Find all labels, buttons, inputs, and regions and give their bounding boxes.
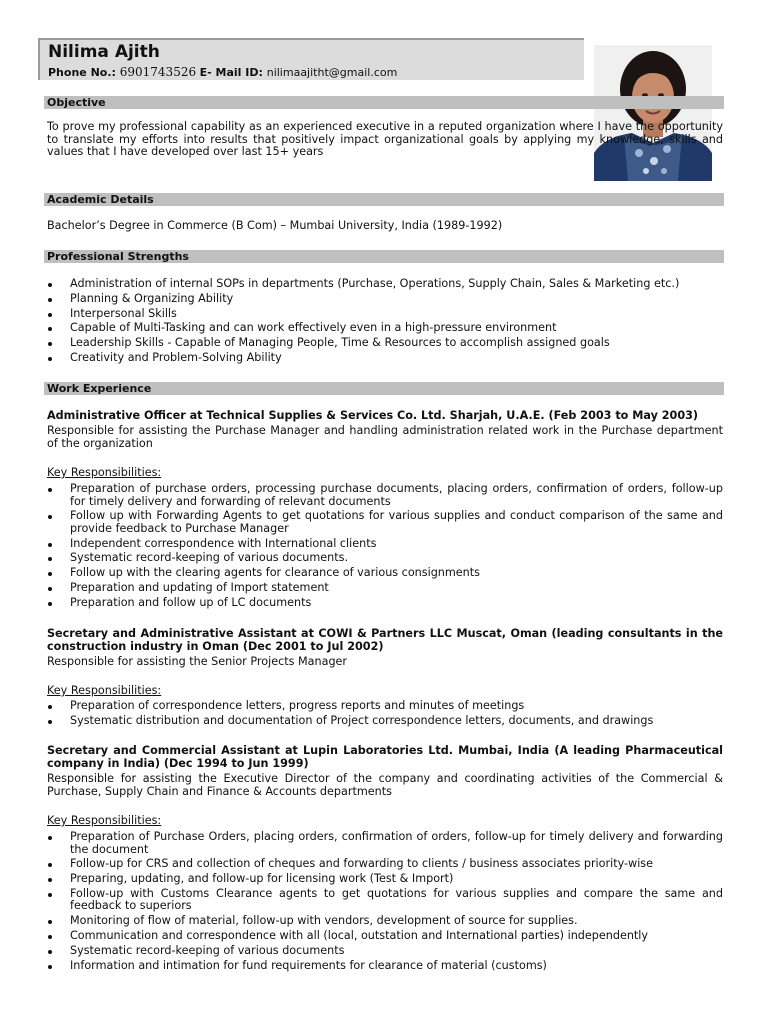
profile-photo: [594, 45, 712, 181]
list-item: Preparing, updating, and follow-up for licensing work (Test & Import): [47, 873, 723, 886]
job-summary: Responsible for assisting the Executive Director of the company and coordinating activities of the Commercial & Purchase, Supply Chain and Finance & Accounts departments: [47, 772, 723, 798]
objective-heading: Objective: [44, 96, 724, 109]
list-item: Communication and correspondence with all (local, outstation and International parties) independently: [47, 930, 723, 943]
job-responsibilities: [47, 700, 723, 730]
list-item: Follow up with Forwarding Agents to get quotations for various supplies and conduct comparison of the same and provide feedback to Purchase Manager: [47, 510, 723, 535]
list-item: Systematic distribution and documentation of Project correspondence letters, documents, and drawings: [47, 715, 723, 728]
academic-heading: Academic Details: [44, 193, 724, 206]
academic-text: Bachelor’s Degree in Commerce (B Com) – Mumbai University, India (1989-1992): [47, 219, 503, 232]
key-responsibilities-label: Key Responsibilities:: [47, 814, 162, 827]
email-label: E- Mail ID: [199, 66, 259, 79]
list-item: Systematic record-keeping of various documents: [47, 945, 723, 958]
list-item: Follow-up for CRS and collection of cheques and forwarding to clients / business associates priority-wise: [47, 858, 723, 871]
job-title: Secretary and Administrative Assistant at COWI & Partners LLC Muscat, Oman (leading consultants in the construction industry in Oman (Dec 2001 to Jul 2002): [47, 627, 723, 653]
phone-value: 6901743526: [119, 65, 197, 79]
contact-line: Phone No.: 6901743526 E- Mail ID: nilimaajitht@gmail.com: [48, 65, 398, 79]
list-item: Creativity and Problem-Solving Ability: [47, 352, 723, 365]
job-summary: Responsible for assisting the Senior Projects Manager: [47, 655, 348, 668]
job-responsibilities: [47, 831, 723, 974]
list-item: Preparation and follow up of LC documents: [47, 597, 723, 610]
list-item: Preparation of purchase orders, processing purchase documents, placing orders, confirmation of orders, follow-up for timely delivery and forwarding of relevant documents: [47, 483, 723, 508]
job-summary: Responsible for assisting the Purchase Manager and handling administration related work in the Purchase department of the organization: [47, 424, 723, 450]
candidate-name: Nilima Ajith: [48, 42, 160, 62]
list-item: Independent correspondence with International clients: [47, 538, 723, 551]
list-item: Preparation and updating of Import statement: [47, 582, 723, 595]
header-box: [38, 38, 584, 80]
list-item: Administration of internal SOPs in departments (Purchase, Operations, Supply Chain, Sales & Marketing etc.): [47, 278, 723, 291]
key-responsibilities-label: Key Responsibilities:: [47, 466, 162, 479]
job-responsibilities: [47, 483, 723, 612]
strengths-list: [47, 278, 723, 367]
objective-text: To prove my professional capability as an experienced executive in a reputed organization where I have the opportunity to translate my efforts into results that positively impact organizational goals by applying my knowledge, skills and values that I have developed over last 15+ years: [47, 120, 723, 158]
strengths-heading: Professional Strengths: [44, 250, 724, 263]
list-item: Preparation of correspondence letters, progress reports and minutes of meetings: [47, 700, 723, 713]
list-item: Capable of Multi-Tasking and can work effectively even in a high-pressure environment: [47, 322, 723, 335]
list-item: Interpersonal Skills: [47, 308, 723, 321]
job-title: Secretary and Commercial Assistant at Lupin Laboratories Ltd. Mumbai, India (A leading Pharmaceutical company in India) (Dec 1994 to Jun 1999): [47, 744, 723, 770]
experience-heading: Work Experience: [44, 382, 724, 395]
list-item: Follow up with the clearing agents for clearance of various consignments: [47, 567, 723, 580]
list-item: Systematic record-keeping of various documents.: [47, 552, 723, 565]
list-item: Preparation of Purchase Orders, placing orders, confirmation of orders, follow-up for timely delivery and forwarding the document: [47, 831, 723, 856]
list-item: Monitoring of flow of material, follow-up with vendors, development of source for supplies.: [47, 915, 723, 928]
key-responsibilities-label: Key Responsibilities:: [47, 684, 162, 697]
email-value: nilimaajitht@gmail.com: [266, 66, 398, 79]
list-item: Information and intimation for fund requirements for clearance of material (customs): [47, 960, 723, 973]
list-item: Leadership Skills - Capable of Managing People, Time & Resources to accomplish assigned goals: [47, 337, 723, 350]
profile-photo-image: [594, 45, 712, 181]
list-item: Follow-up with Customs Clearance agents to get quotations for various supplies and compare the same and feedback to superiors: [47, 888, 723, 913]
phone-label: Phone No.: [48, 66, 112, 79]
list-item: Planning & Organizing Ability: [47, 293, 723, 306]
job-title: Administrative Officer at Technical Supplies & Services Co. Ltd. Sharjah, U.A.E. (Feb 2003 to May 2003): [47, 409, 699, 422]
